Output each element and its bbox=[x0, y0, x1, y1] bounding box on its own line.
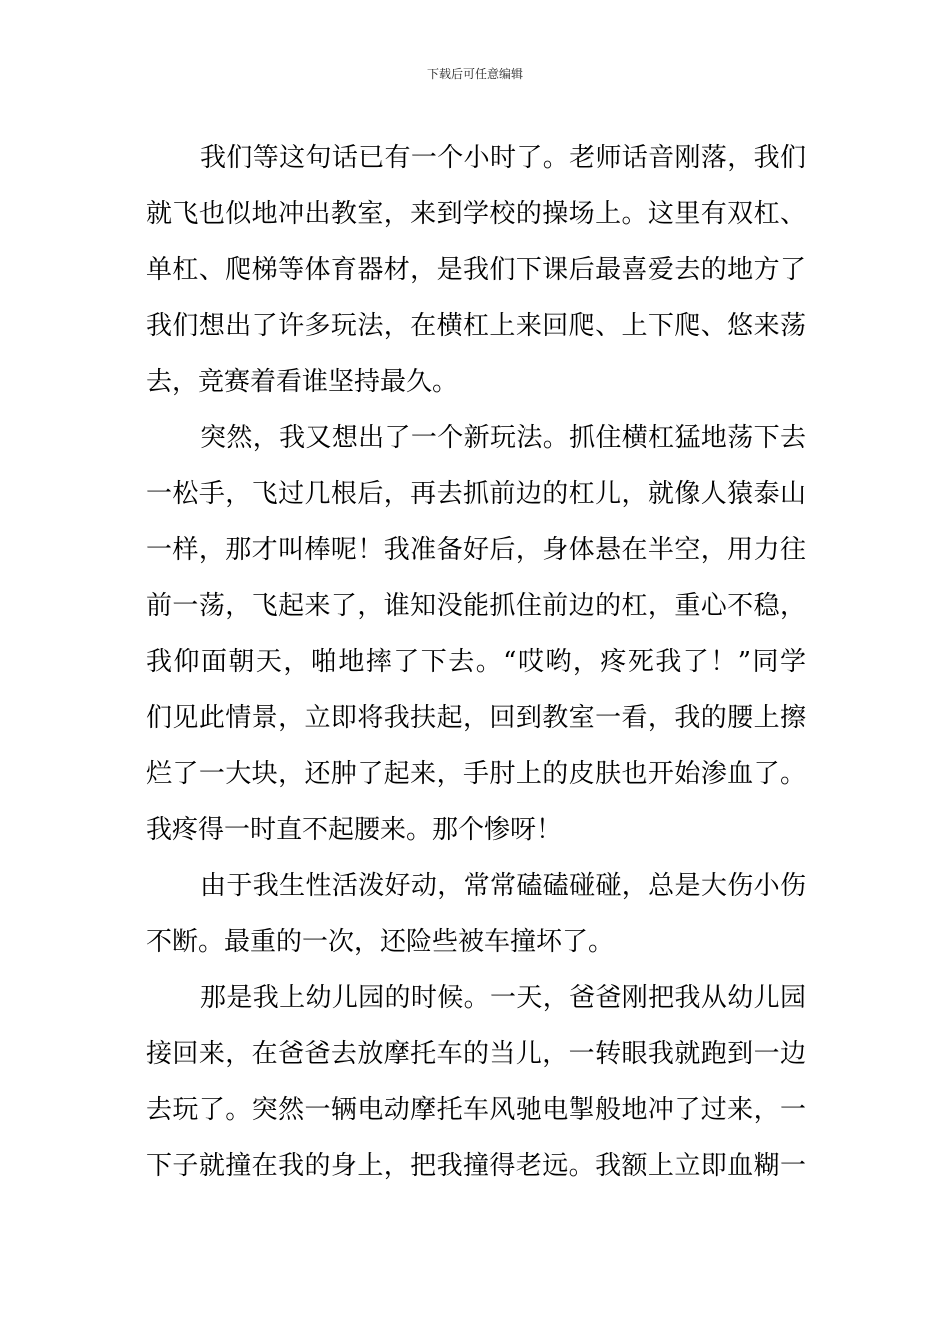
text-line: 去，竞赛着看谁坚持最久。 bbox=[146, 367, 459, 397]
text-line: 们见此情景，立即将我扶起，回到教室一看，我的腰上擦 bbox=[146, 703, 806, 733]
body-text bbox=[146, 130, 806, 1194]
text-line: 我仰面朝天，啪地摔了下去。“哎哟，疼死我了！”同学 bbox=[146, 647, 806, 677]
text-line: 去玩了。突然一辆电动摩托车风驰电掣般地冲了过来，一 bbox=[146, 1095, 806, 1125]
text-line: 不断。最重的一次，还险些被车撞坏了。 bbox=[146, 927, 615, 957]
text-line: 我们想出了许多玩法，在横杠上来回爬、上下爬、悠来荡 bbox=[146, 311, 806, 341]
text-line: 那是我上幼儿园的时候。一天，爸爸刚把我从幼儿园 bbox=[200, 983, 806, 1013]
text-line: 由于我生性活泼好动，常常磕磕碰碰，总是大伤小伤 bbox=[200, 871, 806, 901]
text-line: 我疼得一时直不起腰来。那个惨呀！ bbox=[146, 815, 563, 845]
text-line: 烂了一大块，还肿了起来，手肘上的皮肤也开始渗血了。 bbox=[146, 759, 806, 789]
text-line: 就飞也似地冲出教室，来到学校的操场上。这里有双杠、 bbox=[146, 199, 806, 229]
text-line: 一样，那才叫棒呢！我准备好后，身体悬在半空，用力往 bbox=[146, 535, 806, 565]
text-line: 下子就撞在我的身上，把我撞得老远。我额上立即血糊一 bbox=[146, 1151, 806, 1181]
text-line: 一松手，飞过几根后，再去抓前边的杠儿，就像人猿泰山 bbox=[146, 479, 806, 509]
text-line: 突然，我又想出了一个新玩法。抓住横杠猛地荡下去 bbox=[200, 423, 806, 453]
text-line: 单杠、爬梯等体育器材，是我们下课后最喜爱去的地方了 bbox=[146, 255, 806, 285]
text-line: 接回来，在爸爸去放摩托车的当儿，一转眼我就跑到一边 bbox=[146, 1039, 806, 1069]
page-header: 下载后可任意编辑 bbox=[426, 67, 523, 81]
text-line: 我们等这句话已有一个小时了。老师话音刚落，我们 bbox=[200, 143, 806, 173]
text-line: 前一荡，飞起来了，谁知没能抓住前边的杠，重心不稳， bbox=[146, 591, 806, 621]
